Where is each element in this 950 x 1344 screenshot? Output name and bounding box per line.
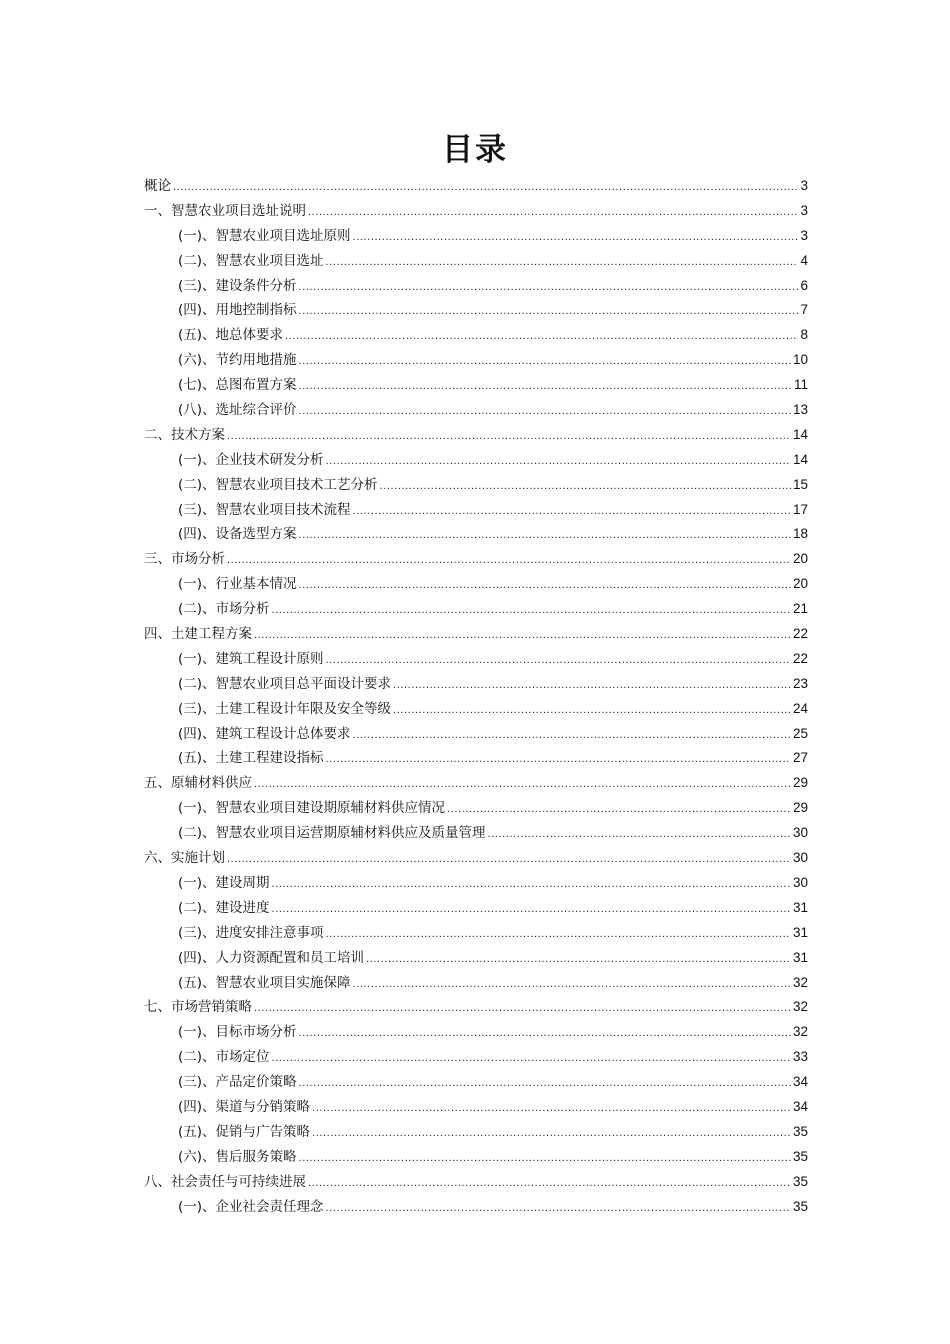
- toc-dot-leader: [173, 175, 798, 200]
- toc-page-number: 3: [800, 202, 808, 218]
- toc-subsection-entry[interactable]: [144, 1120, 808, 1145]
- toc-dot-leader: [299, 1146, 791, 1171]
- toc-page-number: 32: [792, 999, 808, 1015]
- toc-entry-text: (二)、智慧农业项目选址: [178, 252, 324, 269]
- toc-subsection-entry[interactable]: [144, 473, 808, 498]
- toc-page-number: 30: [792, 825, 808, 841]
- toc-dot-leader: [299, 349, 791, 374]
- toc-dot-leader: [254, 996, 791, 1021]
- toc-dot-leader: [308, 1171, 791, 1196]
- toc-subsection-entry[interactable]: [144, 647, 808, 672]
- toc-dot-leader: [299, 299, 799, 324]
- toc-page-number: 35: [792, 1198, 808, 1214]
- toc-subsection-entry[interactable]: [144, 1070, 808, 1095]
- toc-section-entry[interactable]: [144, 174, 808, 199]
- toc-entry-text: (三)、产品定价策略: [178, 1074, 297, 1091]
- toc-subsection-entry[interactable]: [144, 1020, 808, 1045]
- toc-subsection-entry[interactable]: [144, 1195, 808, 1220]
- toc-dot-leader: [353, 972, 791, 997]
- toc-entry-text: (三)、土建工程设计年限及安全等级: [178, 700, 392, 717]
- toc-page-number: 3: [800, 178, 808, 193]
- toc-page-number: 34: [792, 1098, 808, 1114]
- toc-subsection-entry[interactable]: [144, 821, 808, 846]
- toc-entry-text: (四)、建筑工程设计总体要求: [178, 725, 351, 742]
- toc-dot-leader: [326, 1196, 791, 1221]
- toc-dot-leader: [326, 747, 791, 772]
- toc-subsection-entry[interactable]: [144, 224, 808, 249]
- toc-dot-leader: [326, 648, 791, 673]
- toc-entry-text: (四)、用地控制指标: [178, 302, 297, 319]
- toc-subsection-entry[interactable]: [144, 448, 808, 473]
- toc-entry-text: (五)、智慧农业项目实施保障: [178, 974, 351, 991]
- toc-entry-text: (二)、智慧农业项目运营期原辅材料供应及质量管理: [178, 825, 486, 842]
- toc-entry-text: (八)、选址综合评价: [178, 402, 297, 419]
- toc-entry-text: 五、原辅材料供应: [144, 775, 252, 792]
- toc-dot-leader: [312, 1121, 791, 1146]
- toc-title: 目录: [442, 132, 508, 168]
- toc-entry-text: (六)、售后服务策略: [178, 1148, 297, 1165]
- toc-subsection-entry[interactable]: [144, 796, 808, 821]
- toc-subsection-entry[interactable]: [144, 398, 808, 423]
- toc-entry-text: (二)、建设进度: [178, 899, 270, 916]
- toc-subsection-entry[interactable]: [144, 298, 808, 323]
- toc-page-number: 31: [792, 949, 808, 965]
- toc-dot-leader: [272, 897, 791, 922]
- toc-dot-leader: [447, 797, 791, 822]
- toc-page-number: 7: [800, 302, 808, 318]
- toc-page-number: 31: [792, 899, 808, 915]
- toc-page-number: 27: [792, 750, 808, 766]
- toc-entry-text: 四、土建工程方案: [144, 626, 252, 643]
- toc-entry-text: (一)、智慧农业项目选址原则: [178, 227, 351, 244]
- toc-dot-leader: [299, 399, 791, 424]
- toc-page-number: 22: [792, 626, 808, 642]
- toc-section-entry[interactable]: [144, 995, 808, 1020]
- toc-dot-leader: [254, 623, 791, 648]
- toc-page-number: 34: [792, 1074, 808, 1090]
- toc-entry-text: (一)、行业基本情况: [178, 576, 297, 593]
- toc-entry-text: (三)、智慧农业项目技术流程: [178, 501, 351, 518]
- toc-page-number: 14: [792, 426, 808, 442]
- toc-dot-leader: [488, 822, 791, 847]
- toc-page-number: 13: [792, 402, 808, 418]
- toc-dot-leader: [299, 275, 799, 300]
- toc-dot-leader: [272, 1046, 791, 1071]
- toc-dot-leader: [227, 424, 791, 449]
- toc-page-number: 23: [792, 675, 808, 691]
- toc-subsection-entry[interactable]: [144, 274, 808, 299]
- toc-entry-text: 一、智慧农业项目选址说明: [144, 202, 306, 219]
- toc-subsection-entry[interactable]: [144, 746, 808, 771]
- toc-section-entry[interactable]: [144, 199, 808, 224]
- toc-entry-text: (四)、设备选型方案: [178, 526, 297, 543]
- toc-page-number: 3: [800, 227, 808, 243]
- toc-dot-leader: [272, 872, 791, 897]
- toc-list: [144, 174, 808, 1219]
- toc-page-number: 21: [792, 601, 808, 617]
- toc-subsection-entry[interactable]: [144, 373, 808, 398]
- toc-entry-text: (一)、智慧农业项目建设期原辅材料供应情况: [178, 800, 446, 817]
- toc-entry-text: (五)、地总体要求: [178, 327, 284, 344]
- toc-page-number: 30: [792, 850, 808, 866]
- toc-subsection-entry[interactable]: [144, 323, 808, 348]
- toc-entry-text: 概论: [144, 178, 171, 194]
- toc-entry-text: (五)、土建工程建设指标: [178, 750, 324, 767]
- toc-subsection-entry[interactable]: [144, 971, 808, 996]
- toc-dot-leader: [353, 499, 791, 524]
- toc-page-number: 10: [792, 352, 808, 368]
- toc-entry-text: (四)、渠道与分销策略: [178, 1098, 311, 1115]
- toc-page-number: 32: [792, 974, 808, 990]
- toc-section-entry[interactable]: [144, 771, 808, 796]
- toc-page-number: 30: [792, 874, 808, 890]
- toc-subsection-entry[interactable]: [144, 249, 808, 274]
- toc-dot-leader: [299, 1071, 791, 1096]
- toc-subsection-entry[interactable]: [144, 498, 808, 523]
- toc-entry-text: 七、市场营销策略: [144, 999, 252, 1016]
- toc-entry-text: (四)、人力资源配置和员工培训: [178, 949, 365, 966]
- toc-entry-text: (三)、进度安排注意事项: [178, 924, 324, 941]
- toc-entry-text: (一)、目标市场分析: [178, 1024, 297, 1041]
- toc-subsection-entry[interactable]: [144, 896, 808, 921]
- toc-dot-leader: [285, 324, 798, 349]
- toc-subsection-entry[interactable]: [144, 921, 808, 946]
- toc-section-entry[interactable]: [144, 547, 808, 572]
- toc-dot-leader: [312, 1096, 791, 1121]
- toc-dot-leader: [227, 847, 791, 872]
- toc-entry-text: (一)、建设周期: [178, 874, 270, 891]
- toc-dot-leader: [299, 573, 791, 598]
- toc-page-number: 35: [792, 1173, 808, 1189]
- toc-subsection-entry[interactable]: [144, 871, 808, 896]
- toc-page-number: 33: [792, 1049, 808, 1065]
- toc-dot-leader: [308, 200, 798, 225]
- toc-page-number: 35: [792, 1148, 808, 1164]
- toc-page-number: 18: [792, 526, 808, 542]
- toc-dot-leader: [299, 1021, 791, 1046]
- toc-subsection-entry[interactable]: [144, 722, 808, 747]
- toc-section-entry[interactable]: [144, 846, 808, 871]
- toc-entry-text: (一)、建筑工程设计原则: [178, 650, 324, 667]
- toc-entry-text: (二)、智慧农业项目总平面设计要求: [178, 675, 392, 692]
- toc-subsection-entry[interactable]: [144, 348, 808, 373]
- toc-entry-text: 三、市场分析: [144, 551, 225, 568]
- toc-subsection-entry[interactable]: [144, 1145, 808, 1170]
- toc-dot-leader: [254, 772, 791, 797]
- toc-page-number: 15: [792, 476, 808, 492]
- toc-section-entry[interactable]: [144, 423, 808, 448]
- toc-entry-text: (三)、建设条件分析: [178, 277, 297, 294]
- toc-subsection-entry[interactable]: [144, 572, 808, 597]
- toc-page-number: 35: [792, 1123, 808, 1139]
- toc-section-entry[interactable]: [144, 1170, 808, 1195]
- toc-dot-leader: [393, 673, 791, 698]
- toc-page-number: 11: [793, 377, 808, 393]
- toc-section-entry[interactable]: [144, 622, 808, 647]
- toc-entry-text: 二、技术方案: [144, 426, 225, 443]
- toc-entry-text: (二)、智慧农业项目技术工艺分析: [178, 476, 378, 493]
- toc-page-number: 31: [792, 924, 808, 940]
- toc-entry-text: 八、社会责任与可持续进展: [144, 1173, 306, 1190]
- toc-dot-leader: [326, 922, 791, 947]
- toc-dot-leader: [366, 947, 791, 972]
- toc-dot-leader: [227, 548, 791, 573]
- toc-entry-text: (六)、节约用地措施: [178, 352, 297, 369]
- toc-entry-text: (一)、企业技术研发分析: [178, 451, 324, 468]
- toc-dot-leader: [326, 449, 791, 474]
- toc-page-number: 6: [800, 277, 808, 293]
- toc-dot-leader: [299, 374, 792, 399]
- toc-page-number: 8: [800, 327, 808, 343]
- toc-subsection-entry[interactable]: [144, 597, 808, 622]
- toc-page-number: 4: [800, 252, 808, 268]
- toc-subsection-entry[interactable]: [144, 1045, 808, 1070]
- toc-entry-text: (二)、市场定位: [178, 1049, 270, 1066]
- toc-subsection-entry[interactable]: [144, 522, 808, 547]
- toc-page-number: 29: [792, 800, 808, 816]
- toc-page-number: 20: [792, 576, 808, 592]
- toc-dot-leader: [272, 598, 791, 623]
- toc-subsection-entry[interactable]: [144, 1095, 808, 1120]
- toc-subsection-entry[interactable]: [144, 946, 808, 971]
- toc-entry-text: (二)、市场分析: [178, 601, 270, 618]
- toc-page-number: 32: [792, 1024, 808, 1040]
- toc-page-number: 20: [792, 551, 808, 567]
- toc-dot-leader: [393, 698, 791, 723]
- toc-subsection-entry[interactable]: [144, 672, 808, 697]
- toc-dot-leader: [299, 523, 791, 548]
- toc-dot-leader: [326, 250, 799, 275]
- toc-entry-text: (五)、促销与广告策略: [178, 1123, 311, 1140]
- toc-entry-text: (七)、总图布置方案: [178, 377, 297, 394]
- toc-dot-leader: [353, 723, 791, 748]
- toc-page-number: 17: [792, 501, 808, 517]
- toc-page-number: 24: [792, 700, 808, 716]
- toc-page-number: 25: [792, 725, 808, 741]
- toc-page-number: 14: [792, 451, 808, 467]
- toc-subsection-entry[interactable]: [144, 697, 808, 722]
- toc-page-number: 22: [792, 650, 808, 666]
- toc-dot-leader: [380, 474, 791, 499]
- toc-entry-text: (一)、企业社会责任理念: [178, 1198, 324, 1215]
- toc-dot-leader: [353, 225, 799, 250]
- toc-page-number: 29: [792, 775, 808, 791]
- toc-entry-text: 六、实施计划: [144, 850, 225, 867]
